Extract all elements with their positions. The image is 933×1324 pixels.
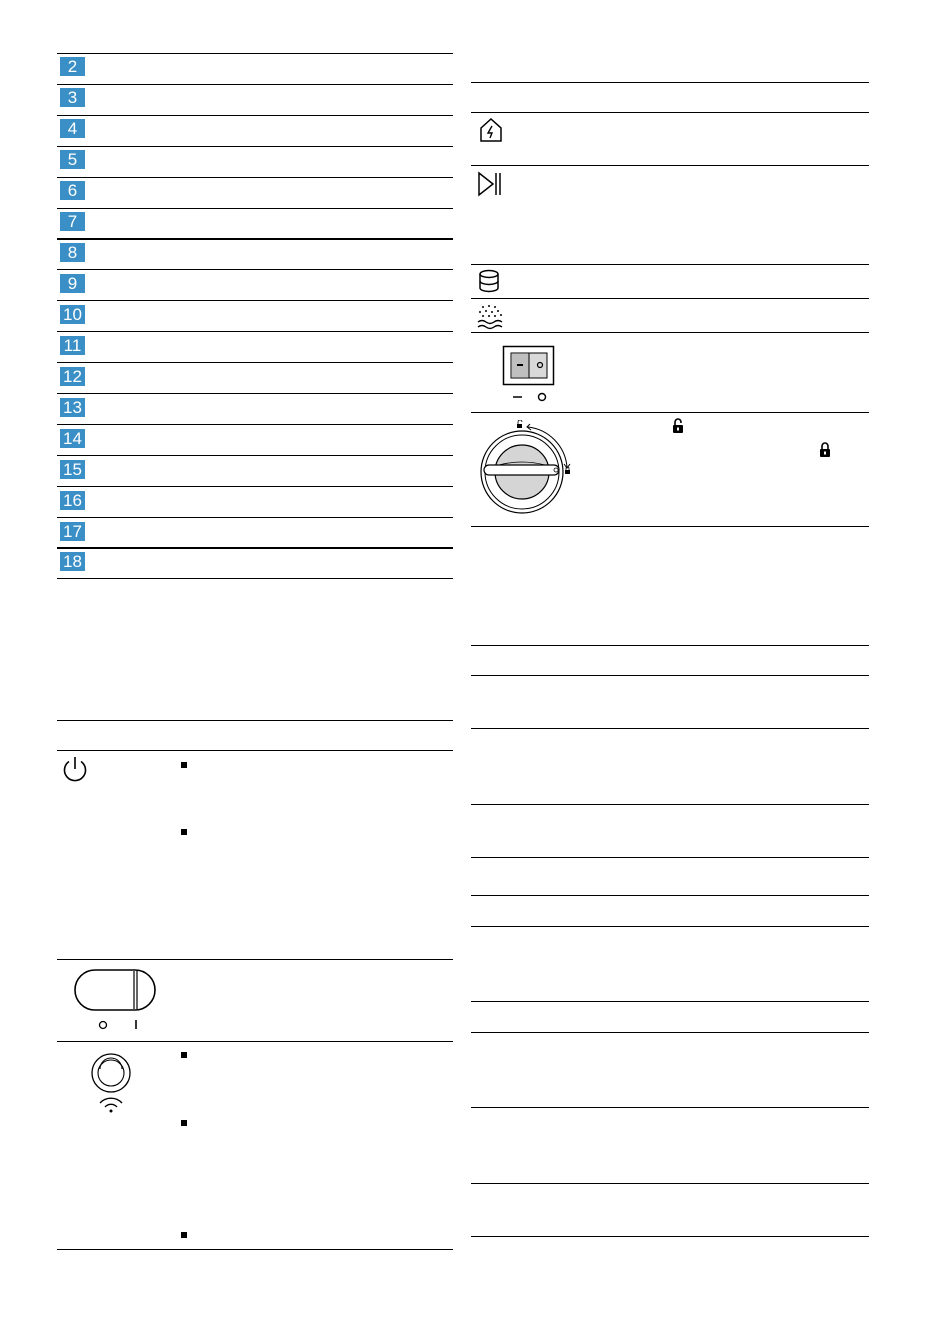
bullet xyxy=(181,762,187,768)
rule xyxy=(57,486,453,487)
rule xyxy=(57,53,453,54)
bullet xyxy=(181,1232,187,1238)
legend-number: 15 xyxy=(60,460,85,479)
rule xyxy=(471,804,869,805)
rule xyxy=(57,331,453,332)
rule xyxy=(57,720,453,721)
legend-number: 2 xyxy=(60,57,85,76)
wifi-knob-icon xyxy=(86,1049,138,1117)
rule xyxy=(57,177,453,178)
rule xyxy=(57,146,453,147)
rule xyxy=(471,675,869,676)
legend-number: 9 xyxy=(60,274,85,293)
rocker-switch-icon xyxy=(74,968,160,1032)
rinse-aid-icon xyxy=(475,302,505,330)
bullet xyxy=(181,1120,187,1126)
rule xyxy=(471,645,869,646)
rule xyxy=(471,895,869,896)
legend-number: 8 xyxy=(60,243,85,262)
rule xyxy=(57,238,453,240)
legend-number: 17 xyxy=(60,522,85,541)
rule xyxy=(57,393,453,394)
legend-number: 13 xyxy=(60,398,85,417)
rule xyxy=(57,300,453,301)
legend-number: 10 xyxy=(60,305,85,324)
legend-number: 14 xyxy=(60,429,85,448)
rule xyxy=(471,926,869,927)
legend-number: 12 xyxy=(60,367,85,386)
rule xyxy=(57,84,453,85)
rule xyxy=(57,959,453,960)
power-icon xyxy=(60,754,90,784)
storage-icon xyxy=(477,268,503,294)
rule xyxy=(471,82,869,83)
bullet xyxy=(181,829,187,835)
legend-number: 16 xyxy=(60,491,85,510)
rule xyxy=(57,424,453,425)
rule xyxy=(57,578,453,579)
rule xyxy=(471,264,869,265)
rule xyxy=(471,728,869,729)
rule xyxy=(57,115,453,116)
legend-number: 4 xyxy=(60,119,85,138)
rule xyxy=(57,208,453,209)
child-lock-switch-icon xyxy=(502,345,558,405)
rule xyxy=(57,547,453,549)
home-connect-icon xyxy=(477,116,505,144)
legend-number: 5 xyxy=(60,150,85,169)
rule xyxy=(471,526,869,527)
rule xyxy=(471,332,869,333)
rule xyxy=(57,1249,453,1250)
rule xyxy=(57,517,453,518)
padlock-open-icon xyxy=(672,418,684,434)
rule xyxy=(471,857,869,858)
rule xyxy=(471,1107,869,1108)
rule xyxy=(57,1041,453,1042)
legend-number: 7 xyxy=(60,212,85,231)
legend-number: 3 xyxy=(60,88,85,107)
legend-number: 11 xyxy=(60,336,85,355)
rule xyxy=(471,1032,869,1033)
padlock-closed-icon xyxy=(819,442,831,458)
rule xyxy=(57,750,453,751)
rule xyxy=(471,298,869,299)
rule xyxy=(57,269,453,270)
rule xyxy=(57,455,453,456)
rule xyxy=(471,412,869,413)
bullet xyxy=(181,1052,187,1058)
rule xyxy=(471,165,869,166)
door-lock-knob-icon xyxy=(478,420,578,516)
legend-number: 18 xyxy=(60,552,85,571)
rule xyxy=(471,112,869,113)
rule xyxy=(471,1236,869,1237)
start-pause-icon xyxy=(476,170,504,198)
legend-number: 6 xyxy=(60,181,85,200)
rule xyxy=(471,1001,869,1002)
rule xyxy=(57,362,453,363)
rule xyxy=(471,1183,869,1184)
